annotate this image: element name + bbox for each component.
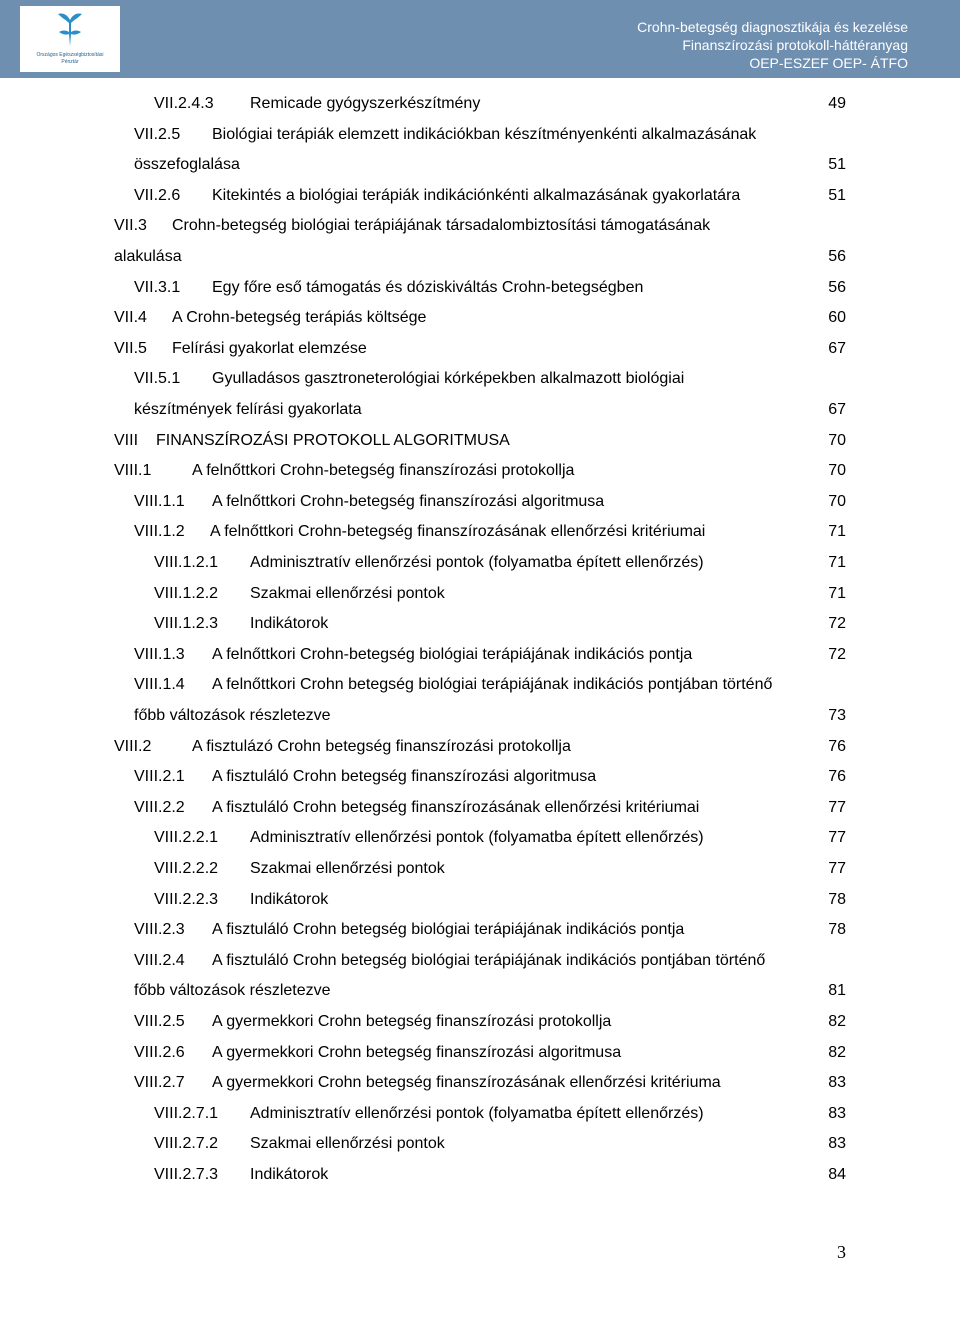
toc-entry-number: VII.3 (114, 217, 147, 235)
toc-entry[interactable] (0, 213, 960, 239)
toc-entry[interactable] (0, 1009, 960, 1035)
toc-entry-page: 83 (828, 1074, 846, 1092)
toc-entry[interactable] (0, 1162, 960, 1188)
toc-entry-title: Indikátorok (250, 1166, 329, 1183)
toc-entry[interactable] (0, 91, 960, 117)
toc-entry-page: 70 (828, 431, 846, 449)
toc-entry-title: A felnőttkori Crohn-betegség biológiai terápiájának indikációs pontja (212, 645, 693, 663)
toc-entry[interactable] (0, 183, 960, 209)
toc-entry-number: VIII.2.5 (134, 1013, 185, 1030)
toc-entry-title: A fisztuláló Crohn betegség finanszírozási algoritmusa (212, 768, 597, 786)
toc-entry-page: 71 (828, 584, 846, 602)
toc-entry-number: VIII.2.7.1 (154, 1104, 219, 1122)
toc-entry-number: VIII.2.4 (134, 951, 185, 969)
toc-entry-title: alakulása (114, 248, 182, 265)
page-header (0, 0, 960, 78)
toc-entry-page: 73 (828, 707, 846, 724)
toc-entry-title: Adminisztratív ellenőrzési pontok (folyamatba épített ellenőrzés) (250, 554, 704, 571)
toc-entry-page: 82 (828, 1013, 846, 1030)
toc-entry-number: VIII.2.2 (134, 798, 185, 816)
toc-entry-title: Adminisztratív ellenőrzési pontok (folyamatba épített ellenőrzés) (250, 829, 704, 847)
toc-entry-page: 51 (828, 186, 846, 204)
toc-entry-number: VIII.2.7.3 (154, 1166, 219, 1183)
toc-entry[interactable] (0, 1131, 960, 1157)
page-number: 3 (837, 1242, 846, 1262)
toc-entry-title: Egy főre eső támogatás és dóziskiváltás Crohn-betegségben (212, 278, 644, 296)
logo-emblem-icon (54, 10, 86, 50)
toc-entry-number: VII.2.4.3 (154, 95, 214, 112)
toc-entry[interactable] (0, 458, 960, 484)
toc-entry[interactable] (0, 122, 960, 148)
toc-entry-page: 78 (828, 921, 846, 939)
toc-entry[interactable] (0, 428, 960, 454)
toc-entry-page: 70 (828, 492, 846, 510)
toc-entry[interactable] (0, 825, 960, 851)
toc-entry[interactable] (0, 978, 960, 1004)
toc-entry-title: A felnőttkori Crohn-betegség finanszírozásának ellenőrzési kritériumai (210, 523, 706, 541)
oep-logo (20, 6, 120, 72)
toc-entry[interactable] (0, 1040, 960, 1066)
toc-entry-page: 77 (828, 829, 846, 847)
toc-entry-number: VII.5 (114, 339, 147, 357)
toc-entry[interactable] (0, 336, 960, 362)
toc-entry[interactable] (0, 672, 960, 698)
toc-entry-page: 83 (828, 1135, 846, 1153)
toc-entry-page: 67 (828, 401, 846, 418)
toc-entry[interactable] (0, 887, 960, 913)
toc-entry[interactable] (0, 948, 960, 974)
toc-entry-title: A gyermekkori Crohn betegség finanszírozásának ellenőrzési kritériuma (212, 1074, 721, 1092)
toc-entry-page: 76 (828, 737, 846, 755)
toc-entry-title: Remicade gyógyszerkészítmény (250, 95, 481, 112)
toc-entry-title: főbb változások részletezve (134, 707, 331, 724)
toc-entry-number: VII.2.5 (134, 125, 181, 143)
toc-entry-title: Indikátorok (250, 890, 329, 908)
toc-entry-page: 56 (828, 278, 846, 296)
header-line3: OEP-ESZEF OEP- ÁTFO (749, 55, 908, 71)
toc-entry-number: VIII.2.1 (134, 768, 185, 786)
toc-entry-title: A gyermekkori Crohn betegség finanszírozási protokollja (212, 1013, 612, 1030)
toc-entry-page: 77 (828, 860, 846, 877)
toc-entry[interactable] (0, 642, 960, 668)
toc-entry-title: Indikátorok (250, 615, 329, 633)
toc-entry-title: Szakmai ellenőrzési pontok (250, 584, 445, 602)
toc-entry-title: Crohn-betegség biológiai terápiájának társadalombiztosítási támogatásának (172, 217, 711, 235)
toc-entry-title: Szakmai ellenőrzési pontok (250, 860, 445, 877)
toc-entry-page: 51 (828, 156, 846, 174)
toc-entry-page: 77 (828, 798, 846, 816)
toc-entry-number: VIII.1.1 (134, 492, 185, 510)
toc-entry-title: A fisztuláló Crohn betegség biológiai terápiájának indikációs pontja (212, 921, 685, 939)
toc-entry-page: 82 (828, 1043, 846, 1061)
toc-entry-title: készítmények felírási gyakorlata (134, 401, 362, 418)
logo-text-line1: Országos Egészségbiztosítási (36, 52, 104, 58)
toc-entry-title: Szakmai ellenőrzési pontok (250, 1135, 445, 1153)
toc-entry[interactable] (0, 305, 960, 331)
toc-entry-number: VIII.1.2.1 (154, 554, 219, 571)
toc-entry[interactable] (0, 550, 960, 576)
toc-entry-page: 56 (828, 248, 846, 265)
toc-entry[interactable] (0, 734, 960, 760)
toc-entry[interactable] (0, 519, 960, 545)
toc-entry-number: VIII.2.3 (134, 921, 185, 939)
toc-entry-title: Gyulladásos gasztroneterológiai kórképekben alkalmazott biológiai (212, 370, 685, 388)
toc-entry-page: 72 (828, 645, 846, 663)
toc-entry[interactable] (0, 703, 960, 729)
toc-entry-title: FINANSZÍROZÁSI PROTOKOLL ALGORITMUSA (156, 431, 510, 449)
toc-entry[interactable] (0, 152, 960, 178)
toc-entry-number: VIII.2.7.2 (154, 1135, 219, 1153)
toc-entry-number: VIII.1.2.2 (154, 584, 219, 602)
toc-entry-title: A fisztuláló Crohn betegség biológiai terápiájának indikációs pontjában történő (212, 951, 766, 969)
toc-entry-page: 71 (828, 523, 846, 541)
toc-entry-page: 70 (828, 462, 846, 480)
toc-entry[interactable] (0, 366, 960, 392)
toc-entry-number: VIII.2 (114, 737, 152, 755)
toc-entry-title: A felnőttkori Crohn-betegség finanszírozási algoritmusa (212, 492, 605, 510)
toc-entry-number: VII.5.1 (134, 370, 181, 388)
toc-entry-number: VIII.1.4 (134, 676, 185, 694)
toc-entry[interactable] (0, 489, 960, 515)
header-line2: Finanszírozási protokoll-háttéranyag (682, 37, 908, 53)
toc-entry-title: Biológiai terápiák elemzett indikációkban készítményenkénti alkalmazásának (212, 125, 757, 143)
toc-entry[interactable] (0, 397, 960, 423)
toc-entry-page: 78 (828, 890, 846, 908)
toc-entry-page: 72 (828, 615, 846, 633)
toc-entry-title: A fisztuláló Crohn betegség finanszírozásának ellenőrzési kritériumai (212, 798, 700, 816)
toc-entry[interactable] (0, 1070, 960, 1096)
toc-entry[interactable] (0, 795, 960, 821)
toc-entry-page: 81 (828, 982, 846, 1000)
toc-entry-number: VII.3.1 (134, 278, 181, 296)
toc-entry-title: A Crohn-betegség terápiás költsége (172, 309, 427, 327)
toc-entry[interactable] (0, 856, 960, 882)
logo-text-line2: Pénztár (61, 59, 79, 65)
toc-entry-number: VIII.1.3 (134, 645, 185, 663)
toc-entry-number: VIII.1.2.3 (154, 615, 219, 633)
toc-entry[interactable] (0, 611, 960, 637)
toc-entry-number: VIII (114, 431, 139, 449)
toc-entry[interactable] (0, 581, 960, 607)
toc-entry-number: VIII.2.2.2 (154, 860, 219, 877)
toc-entry-page: 71 (828, 554, 846, 571)
toc-entry[interactable] (0, 1101, 960, 1127)
toc-entry-page: 84 (828, 1166, 846, 1183)
toc-entry-number: VII.4 (114, 309, 147, 327)
toc-entry-title: Kitekintés a biológiai terápiák indikációnkénti alkalmazásának gyakorlatára (212, 186, 741, 204)
toc-entry-number: VII.2.6 (134, 186, 181, 204)
toc-entry-title: A fisztulázó Crohn betegség finanszírozási protokollja (192, 737, 571, 755)
toc-entry-title: Adminisztratív ellenőrzési pontok (folyamatba épített ellenőrzés) (250, 1104, 704, 1122)
toc-entry-page: 67 (828, 339, 846, 357)
toc-entry-title: A felnőttkori Crohn betegség biológiai terápiájának indikációs pontjában történő (212, 676, 773, 694)
toc-entry-number: VIII.1 (114, 462, 152, 480)
toc-entry-number: VIII.2.6 (134, 1043, 185, 1061)
toc-entry[interactable] (0, 275, 960, 301)
toc-entry-title: összefoglalása (134, 156, 240, 174)
toc-entry[interactable] (0, 764, 960, 790)
toc-entry-title: Felírási gyakorlat elemzése (172, 339, 367, 357)
toc-entry-title: A felnőttkori Crohn-betegség finanszírozási protokollja (192, 462, 575, 480)
toc-entry[interactable] (0, 244, 960, 270)
toc-entry-title: A gyermekkori Crohn betegség finanszírozási algoritmusa (212, 1043, 622, 1061)
toc-entry-number: VIII.2.2.1 (154, 829, 219, 847)
header-line1: Crohn-betegség diagnosztikája és kezelése (637, 19, 908, 35)
toc-entry[interactable] (0, 917, 960, 943)
toc-entry-page: 83 (828, 1104, 846, 1122)
toc-entry-page: 49 (828, 95, 846, 112)
toc-entry-number: VIII.2.2.3 (154, 890, 219, 908)
toc-entry-page: 76 (828, 768, 846, 786)
header-title-block (637, 18, 908, 72)
toc-entry-number: VIII.2.7 (134, 1074, 185, 1092)
toc-entry-title: főbb változások részletezve (134, 982, 331, 1000)
toc-entry-number: VIII.1.2 (134, 523, 185, 541)
toc-entry-page: 60 (828, 309, 846, 327)
